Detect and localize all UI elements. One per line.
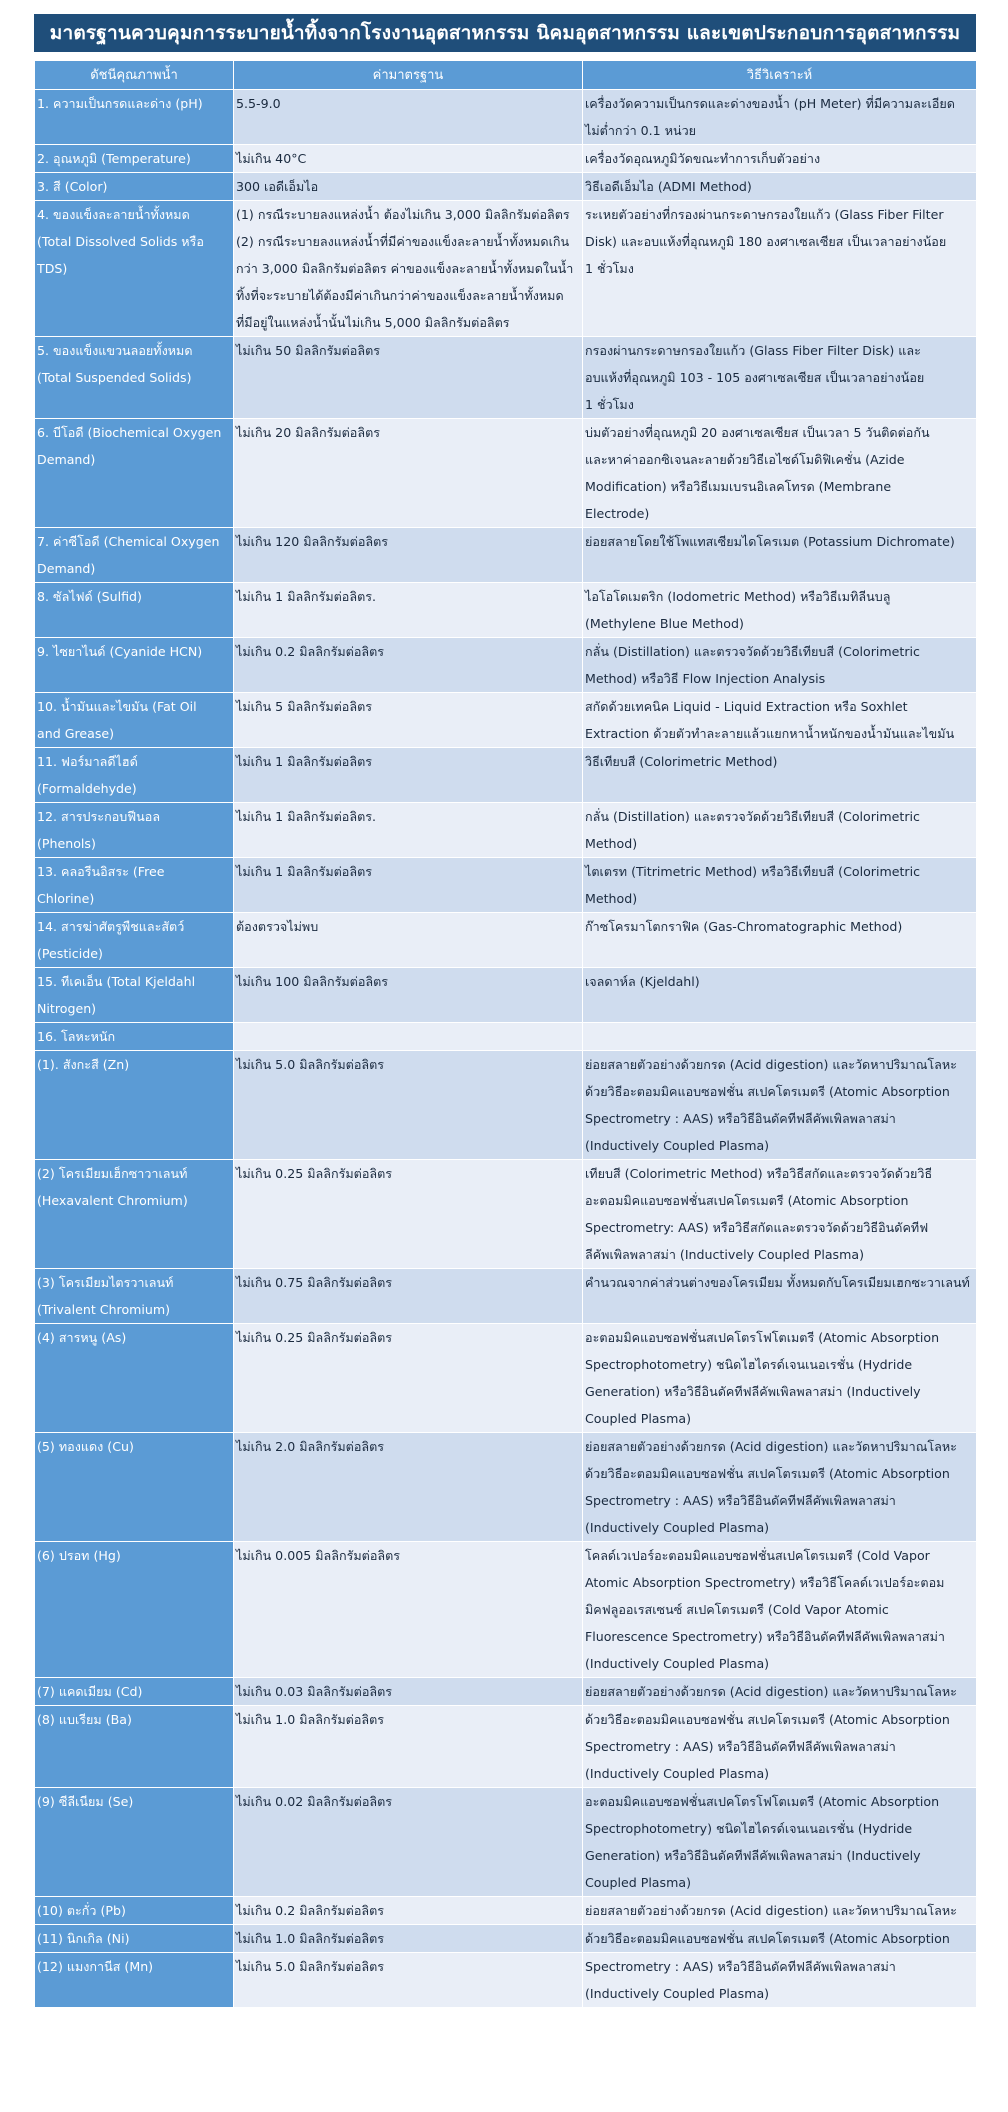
table-row — [35, 1678, 977, 1706]
cell-line: Extraction ด้วยตัวทำละลายแล้วแยกหาน้ำหนักของน้ำมันและไขมัน — [585, 726, 955, 741]
cell-line: ไม่เกิน 120 มิลลิกรัมต่อลิตร — [236, 534, 389, 549]
parameter-cell — [35, 528, 234, 583]
cell-line: 4. ของแข็งละลายน้ำทั้งหมด — [37, 207, 190, 222]
cell-line: (5) ทองแดง (Cu) — [37, 1439, 134, 1454]
parameter-cell — [35, 1324, 234, 1433]
cell-line: ไตเตรท (Titrimetric Method) หรือวิธีเทียบสี (Colorimetric — [585, 864, 921, 879]
cell-line: ไม่เกิน 0.75 มิลลิกรัมต่อลิตร — [236, 1275, 393, 1290]
document-title: มาตรฐานควบคุมการระบายน้ำทิ้งจากโรงงานอุตสาหกรรม นิคมอุตสาหกรรม และเขตประกอบการอุตสาหกรรม — [34, 14, 976, 52]
cell-line: ย่อยสลายโดยใช้โพแทสเซียมไดโครเมต (Potassium Dichromate) — [585, 534, 955, 549]
cell-line: Demand) — [37, 561, 96, 576]
cell-line: Spectrometry : AAS) หรือวิธีอินดัคทีฟลีคัพเพิลพลาสม่า — [585, 1493, 896, 1508]
cell-line: (3) โครเมียมไตรวาเลนท์ — [37, 1275, 174, 1290]
cell-line: ย่อยสลายตัวอย่างด้วยกรด (Acid digestion) และวัดหาปริมาณโลหะ — [585, 1439, 957, 1454]
cell-line: ไม่เกิน 1 มิลลิกรัมต่อลิตร. — [236, 809, 377, 824]
standard-value-cell — [234, 693, 583, 748]
parameter-cell — [35, 1160, 234, 1269]
analysis-method-cell — [583, 1160, 977, 1269]
analysis-method-cell — [583, 1542, 977, 1678]
cell-line: กลั่น (Distillation) และตรวจวัดด้วยวิธีเทียบสี (Colorimetric — [585, 809, 920, 824]
table-row — [35, 638, 977, 693]
cell-line: (Total Suspended Solids) — [37, 370, 192, 385]
analysis-method-cell — [583, 201, 977, 337]
cell-line: ไม่เกิน 5 มิลลิกรัมต่อลิตร — [236, 699, 373, 714]
cell-line: ก๊าซโครมาโตกราฟิค (Gas-Chromatographic Method) — [585, 919, 903, 934]
analysis-method-cell — [583, 419, 977, 528]
standard-value-cell — [234, 968, 583, 1023]
cell-line: 3. สี (Color) — [37, 179, 108, 194]
analysis-method-cell — [583, 913, 977, 968]
table-row — [35, 583, 977, 638]
analysis-method-cell — [583, 145, 977, 173]
cell-line: 13. คลอรีนอิสระ (Free — [37, 864, 165, 879]
parameter-cell — [35, 1023, 234, 1051]
cell-line: ไม่เกิน 100 มิลลิกรัมต่อลิตร — [236, 974, 389, 989]
analysis-method-cell — [583, 1706, 977, 1788]
cell-line: เทียบสี (Colorimetric Method) หรือวิธีสกัดและตรวจวัดด้วยวิธี — [585, 1166, 933, 1181]
analysis-method-cell — [583, 528, 977, 583]
parameter-cell — [35, 90, 234, 145]
cell-line: ด้วยวิธีอะตอมมิคแอบซอฟชั่น สเปคโตรเมตรี (Atomic Absorption — [585, 1931, 950, 1946]
standard-value-cell — [234, 583, 583, 638]
cell-line: ไม่ต่ำกว่า 0.1 หน่วย — [585, 123, 697, 138]
standard-value-cell — [234, 173, 583, 201]
cell-line: ย่อยสลายตัวอย่างด้วยกรด (Acid digestion) และวัดหาปริมาณโลหะ — [585, 1057, 957, 1072]
cell-line: ไอโอโดเมตริก (Iodometric Method) หรือวิธีเมทิลีนบลู — [585, 589, 891, 604]
cell-line: (Inductively Coupled Plasma) — [585, 1520, 770, 1535]
table-row — [35, 173, 977, 201]
analysis-method-cell — [583, 1925, 977, 1953]
cell-line: Disk) และอบแห้งที่อุณหภูมิ 180 องศาเซลเซียส เป็นเวลาอย่างน้อย — [585, 234, 947, 249]
cell-line: (11) นิกเกิล (Ni) — [37, 1931, 130, 1946]
standard-value-cell — [234, 1953, 583, 2008]
analysis-method-cell — [583, 1051, 977, 1160]
parameter-cell — [35, 1706, 234, 1788]
cell-line — [236, 1023, 580, 1050]
cell-line: อะตอมมิคแอบซอฟชั่นสเปคโตรเมตรี (Atomic Absorption — [585, 1193, 909, 1208]
table-row — [35, 858, 977, 913]
cell-line: ไม่เกิน 50 มิลลิกรัมต่อลิตร — [236, 343, 381, 358]
cell-line: Method) หรือวิธี Flow Injection Analysis — [585, 671, 826, 686]
table-row — [35, 803, 977, 858]
standard-value-cell — [234, 1433, 583, 1542]
cell-line: ทิ้งที่จะระบายได้ต้องมีค่าเกินกว่าค่าของแข็งละลายน้ำทั้งหมด — [236, 288, 564, 303]
cell-line: ระเหยตัวอย่างที่กรองผ่านกระดาษกรองใยแก้ว (Glass Fiber Filter — [585, 207, 944, 222]
cell-line: (10) ตะกั่ว (Pb) — [37, 1903, 126, 1918]
table-row — [35, 1433, 977, 1542]
analysis-method-cell — [583, 583, 977, 638]
analysis-method-cell — [583, 1678, 977, 1706]
standard-value-cell — [234, 1706, 583, 1788]
cell-line: อะตอมมิคแอบซอฟชั่นสเปคโตรโฟโตเมตรี (Atomic Absorption — [585, 1330, 940, 1345]
table-header-row — [35, 61, 977, 90]
cell-line: และหาค่าออกซิเจนละลายด้วยวิธีเอไซด์โมดิฟิเคชั่น (Azide — [585, 452, 905, 467]
cell-line: ไม่เกิน 0.2 มิลลิกรัมต่อลิตร — [236, 644, 385, 659]
table-row — [35, 201, 977, 337]
parameter-cell — [35, 748, 234, 803]
analysis-method-cell — [583, 173, 977, 201]
standard-value-cell — [234, 1324, 583, 1433]
cell-line: ไม่เกิน 20 มิลลิกรัมต่อลิตร — [236, 425, 381, 440]
analysis-method-cell — [583, 693, 977, 748]
cell-line: 5.5-9.0 — [236, 96, 281, 111]
cell-line: ไม่เกิน 0.25 มิลลิกรัมต่อลิตร — [236, 1330, 393, 1345]
cell-line: วิธีเอดีเอ็มไอ (ADMI Method) — [585, 179, 752, 194]
cell-line: กรองผ่านกระดาษกรองใยแก้ว (Glass Fiber Filter Disk) และ — [585, 343, 921, 358]
parameter-cell — [35, 583, 234, 638]
analysis-method-cell — [583, 748, 977, 803]
cell-line: Spectrophotometry) ชนิดไฮไดรด์เจนเนอเรชั่น (Hydride — [585, 1821, 913, 1836]
table-body — [35, 90, 977, 2008]
cell-line: 9. ไซยาไนด์ (Cyanide HCN) — [37, 644, 203, 659]
cell-line: ไม่เกิน 1 มิลลิกรัมต่อลิตร — [236, 864, 373, 879]
cell-line: Atomic Absorption Spectrometry) หรือวิธีโคลด์เวเปอร์อะตอม — [585, 1575, 945, 1590]
cell-line: วิธีเทียบสี (Colorimetric Method) — [585, 754, 778, 769]
cell-line: ไม่เกิน 0.02 มิลลิกรัมต่อลิตร — [236, 1794, 393, 1809]
standard-value-cell — [234, 858, 583, 913]
analysis-method-cell — [583, 1897, 977, 1925]
cell-line: (1) กรณีระบายลงแหล่งน้ำ ต้องไม่เกิน 3,000 มิลลิกรัมต่อลิตร — [236, 207, 570, 222]
cell-line: Modification) หรือวิธีเมมเบรนอิเลคโทรด (Membrane — [585, 479, 892, 494]
parameter-cell — [35, 1678, 234, 1706]
cell-line: 1 ชั่วโมง — [585, 397, 634, 412]
cell-line: (Pesticide) — [37, 946, 103, 961]
analysis-method-cell — [583, 858, 977, 913]
parameter-cell — [35, 419, 234, 528]
cell-line: เครื่องวัดอุณหภูมิวัดขณะทำการเก็บตัวอย่าง — [585, 151, 821, 166]
cell-line: (Inductively Coupled Plasma) — [585, 1656, 770, 1671]
cell-line: (Formaldehyde) — [37, 781, 137, 796]
cell-line: (7) แคดเมียม (Cd) — [37, 1684, 143, 1699]
table-row — [35, 90, 977, 145]
standard-value-cell — [234, 337, 583, 419]
standard-value-cell — [234, 1542, 583, 1678]
cell-line: ด้วยวิธีอะตอมมิคแอบซอฟชั่น สเปคโตรเมตรี (Atomic Absorption — [585, 1712, 950, 1727]
cell-line: TDS) — [37, 261, 68, 276]
cell-line: Nitrogen) — [37, 1001, 97, 1016]
header-method: วิธีวิเคราะห์ — [583, 61, 977, 90]
standard-value-cell — [234, 1897, 583, 1925]
analysis-method-cell — [583, 1953, 977, 2008]
parameter-cell — [35, 1433, 234, 1542]
cell-line: Demand) — [37, 452, 96, 467]
cell-line: 300 เอดีเอ็มไอ — [236, 179, 319, 194]
cell-line: ด้วยวิธีอะตอมมิคแอบซอฟชั่น สเปคโตรเมตรี (Atomic Absorption — [585, 1466, 950, 1481]
cell-line: ไม่เกิน 1.0 มิลลิกรัมต่อลิตร — [236, 1931, 385, 1946]
parameter-cell — [35, 1542, 234, 1678]
parameter-cell — [35, 1788, 234, 1897]
parameter-cell — [35, 1051, 234, 1160]
cell-line: อะตอมมิคแอบซอฟชั่นสเปคโตรโฟโตเมตรี (Atomic Absorption — [585, 1794, 940, 1809]
parameter-cell — [35, 803, 234, 858]
table-row — [35, 1324, 977, 1433]
cell-line: กว่า 3,000 มิลลิกรัมต่อลิตร ค่าของแข็งละลายน้ำทั้งหมดในน้ำ — [236, 261, 574, 276]
cell-line: (Methylene Blue Method) — [585, 616, 744, 631]
cell-line: 11. ฟอร์มาลดีไฮด์ — [37, 754, 138, 769]
parameter-cell — [35, 693, 234, 748]
cell-line: (2) กรณีระบายลงแหล่งน้ำที่มีค่าของแข็งละลายน้ำทั้งหมดเกิน — [236, 234, 570, 249]
cell-line: เจลดาห์ล (Kjeldahl) — [585, 974, 700, 989]
cell-line: ต้องตรวจไม่พบ — [236, 919, 319, 934]
table-row — [35, 748, 977, 803]
cell-line: ไม่เกิน 0.2 มิลลิกรัมต่อลิตร — [236, 1903, 385, 1918]
cell-line: Electrode) — [585, 506, 650, 521]
cell-line: ไม่เกิน 1.0 มิลลิกรัมต่อลิตร — [236, 1712, 385, 1727]
cell-line: 5. ของแข็งแขวนลอยทั้งหมด — [37, 343, 193, 358]
analysis-method-cell — [583, 968, 977, 1023]
cell-line: Spectrometry : AAS) หรือวิธีอินดัคทีฟลีคัพเพิลพลาสม่า — [585, 1959, 896, 1974]
cell-line: Chlorine) — [37, 891, 95, 906]
cell-line: ด้วยวิธีอะตอมมิคแอบซอฟชั่น สเปคโตรเมตรี (Atomic Absorption — [585, 1084, 950, 1099]
table-row — [35, 968, 977, 1023]
standard-value-cell — [234, 419, 583, 528]
table-row — [35, 1706, 977, 1788]
cell-line: ไม่เกิน 1 มิลลิกรัมต่อลิตร. — [236, 589, 377, 604]
cell-line: คำนวณจากค่าส่วนต่างของโครเมียม ทั้งหมดกับโครเมียมเฮกซะวาเลนท์ — [585, 1275, 970, 1290]
cell-line: (Trivalent Chromium) — [37, 1302, 171, 1317]
cell-line: 12. สารประกอบฟีนอล — [37, 809, 161, 824]
analysis-method-cell — [583, 638, 977, 693]
table-row — [35, 693, 977, 748]
cell-line: อบแห้งที่อุณหภูมิ 103 - 105 องศาเซลเซียส เป็นเวลาอย่างน้อย — [585, 370, 925, 385]
parameter-cell — [35, 145, 234, 173]
cell-line: ย่อยสลายตัวอย่างด้วยกรด (Acid digestion) และวัดหาปริมาณโลหะ — [585, 1684, 957, 1699]
table-row — [35, 1542, 977, 1678]
parameter-cell — [35, 1925, 234, 1953]
analysis-method-cell — [583, 803, 977, 858]
standard-value-cell — [234, 1269, 583, 1324]
cell-line — [585, 1023, 974, 1050]
cell-line: ไม่เกิน 40°C — [236, 151, 307, 166]
parameter-cell — [35, 201, 234, 337]
cell-line: ลีคัพเพิลพลาสม่า (Inductively Coupled Plasma) — [585, 1247, 865, 1262]
cell-line: (Phenols) — [37, 836, 96, 851]
table-row — [35, 1897, 977, 1925]
analysis-method-cell — [583, 1433, 977, 1542]
table-row — [35, 1925, 977, 1953]
analysis-method-cell — [583, 337, 977, 419]
cell-line: (12) แมงกานีส (Mn) — [37, 1959, 154, 1974]
parameter-cell — [35, 1269, 234, 1324]
cell-line: (8) แบเรียม (Ba) — [37, 1712, 132, 1727]
parameter-cell — [35, 337, 234, 419]
cell-line: ที่มีอยู่ในแหล่งน้ำนั้นไม่เกิน 5,000 มิลลิกรัมต่อลิตร — [236, 315, 510, 330]
cell-line: 7. ค่าซีโอดี (Chemical Oxygen — [37, 534, 220, 549]
cell-line: ไม่เกิน 1 มิลลิกรัมต่อลิตร — [236, 754, 373, 769]
standard-value-cell — [234, 528, 583, 583]
analysis-method-cell — [583, 1023, 977, 1051]
standard-value-cell — [234, 1160, 583, 1269]
analysis-method-cell — [583, 1324, 977, 1433]
cell-line: (1). สังกะสี (Zn) — [37, 1057, 130, 1072]
cell-line: ไม่เกิน 0.03 มิลลิกรัมต่อลิตร — [236, 1684, 393, 1699]
cell-line: (4) สารหนู (As) — [37, 1330, 127, 1345]
standard-value-cell — [234, 145, 583, 173]
table-row — [35, 145, 977, 173]
cell-line: Coupled Plasma) — [585, 1875, 691, 1890]
cell-line: สกัดด้วยเทคนิค Liquid - Liquid Extraction หรือ Soxhlet — [585, 699, 908, 714]
table-row — [35, 1160, 977, 1269]
cell-line: ไม่เกิน 5.0 มิลลิกรัมต่อลิตร — [236, 1959, 385, 1974]
table-row — [35, 1023, 977, 1051]
analysis-method-cell — [583, 1269, 977, 1324]
analysis-method-cell — [583, 90, 977, 145]
parameter-cell — [35, 173, 234, 201]
cell-line: Coupled Plasma) — [585, 1411, 691, 1426]
cell-line: Spectrometry : AAS) หรือวิธีอินดัคทีฟลีคัพเพิลพลาสม่า — [585, 1739, 896, 1754]
standard-value-cell — [234, 748, 583, 803]
cell-line: ไม่เกิน 0.005 มิลลิกรัมต่อลิตร — [236, 1548, 401, 1563]
cell-line: 1 ชั่วโมง — [585, 261, 634, 276]
cell-line: (Total Dissolved Solids หรือ — [37, 234, 204, 249]
cell-line: and Grease) — [37, 726, 115, 741]
cell-line: ย่อยสลายตัวอย่างด้วยกรด (Acid digestion) และวัดหาปริมาณโลหะ — [585, 1903, 957, 1918]
standard-value-cell — [234, 1925, 583, 1953]
cell-line: (2) โครเมียมเฮ็กซาวาเลนท์ — [37, 1166, 188, 1181]
cell-line: Method) — [585, 891, 638, 906]
cell-line: 1. ความเป็นกรดและด่าง (pH) — [37, 96, 203, 111]
standard-value-cell — [234, 1051, 583, 1160]
standard-value-cell — [234, 1788, 583, 1897]
parameter-cell — [35, 968, 234, 1023]
cell-line: (Inductively Coupled Plasma) — [585, 1138, 770, 1153]
cell-line: 8. ซัลไฟด์ (Sulfid) — [37, 589, 142, 604]
cell-line: Method) — [585, 836, 638, 851]
cell-line: Spectrometry : AAS) หรือวิธีอินดัคทีฟลีคัพเพิลพลาสม่า — [585, 1111, 896, 1126]
cell-line: เครื่องวัดความเป็นกรดและด่างของน้ำ (pH Meter) ที่มีความละเอียด — [585, 96, 955, 111]
cell-line: Spectrometry: AAS) หรือวิธีสกัดและตรวจวัดด้วยวิธีอินดัคทีฟ — [585, 1220, 929, 1235]
cell-line: 10. น้ำมันและไขมัน (Fat Oil — [37, 699, 197, 714]
parameter-cell — [35, 1897, 234, 1925]
cell-line: ไม่เกิน 0.25 มิลลิกรัมต่อลิตร — [236, 1166, 393, 1181]
cell-line: (6) ปรอท (Hg) — [37, 1548, 121, 1563]
table-row — [35, 1788, 977, 1897]
cell-line: โคลด์เวเปอร์อะตอมมิคแอบซอฟชั่นสเปคโตรเมตรี (Cold Vapor — [585, 1548, 930, 1563]
cell-line: (Inductively Coupled Plasma) — [585, 1986, 770, 2001]
cell-line: ไม่เกิน 5.0 มิลลิกรัมต่อลิตร — [236, 1057, 385, 1072]
parameter-cell — [35, 1953, 234, 2008]
cell-line: 14. สารฆ่าศัตรูพืชและสัตว์ — [37, 919, 185, 934]
standard-value-cell — [234, 913, 583, 968]
standard-value-cell — [234, 1023, 583, 1051]
table-row — [35, 419, 977, 528]
header-standard: ค่ามาตรฐาน — [234, 61, 583, 90]
header-parameter: ดัชนีคุณภาพน้ำ — [35, 61, 234, 90]
cell-line: Generation) หรือวิธีอินดัคทีฟลีคัพเพิลพลาสม่า (Inductively — [585, 1384, 921, 1399]
parameter-cell — [35, 913, 234, 968]
cell-line: (Inductively Coupled Plasma) — [585, 1766, 770, 1781]
parameter-cell — [35, 858, 234, 913]
table-row — [35, 913, 977, 968]
cell-line: 6. บีโอดี (Biochemical Oxygen — [37, 425, 222, 440]
cell-line: บ่มตัวอย่างที่อุณหภูมิ 20 องศาเซลเซียส เป็นเวลา 5 วันติดต่อกัน — [585, 425, 930, 440]
cell-line: ไม่เกิน 2.0 มิลลิกรัมต่อลิตร — [236, 1439, 385, 1454]
cell-line: (9) ซีลีเนียม (Se) — [37, 1794, 134, 1809]
cell-line: (Hexavalent Chromium) — [37, 1193, 188, 1208]
table-row — [35, 1051, 977, 1160]
analysis-method-cell — [583, 1788, 977, 1897]
cell-line: กลั่น (Distillation) และตรวจวัดด้วยวิธีเทียบสี (Colorimetric — [585, 644, 920, 659]
standard-value-cell — [234, 803, 583, 858]
table-row — [35, 1953, 977, 2008]
table-row — [35, 1269, 977, 1324]
parameter-cell — [35, 638, 234, 693]
cell-line: 15. ทีเคเอ็น (Total Kjeldahl — [37, 974, 196, 989]
cell-line: Generation) หรือวิธีอินดัคทีฟลีคัพเพิลพลาสม่า (Inductively — [585, 1848, 921, 1863]
cell-line: Fluorescence Spectrometry) หรือวิธีอินดัคทีฟลีคัพเพิลพลาสม่า — [585, 1629, 945, 1644]
cell-line: 2. อุณหภูมิ (Temperature) — [37, 151, 191, 166]
cell-line: มิคฟลูออเรสเซนซ์ สเปคโตรเมตรี (Cold Vapor Atomic — [585, 1602, 889, 1617]
standard-value-cell — [234, 90, 583, 145]
cell-line: 16. โลหะหนัก — [37, 1029, 116, 1044]
standards-table — [34, 60, 977, 2008]
table-row — [35, 528, 977, 583]
standard-value-cell — [234, 201, 583, 337]
cell-line: Spectrophotometry) ชนิดไฮไดรด์เจนเนอเรชั่น (Hydride — [585, 1357, 913, 1372]
table-row — [35, 337, 977, 419]
standard-value-cell — [234, 1678, 583, 1706]
standard-value-cell — [234, 638, 583, 693]
